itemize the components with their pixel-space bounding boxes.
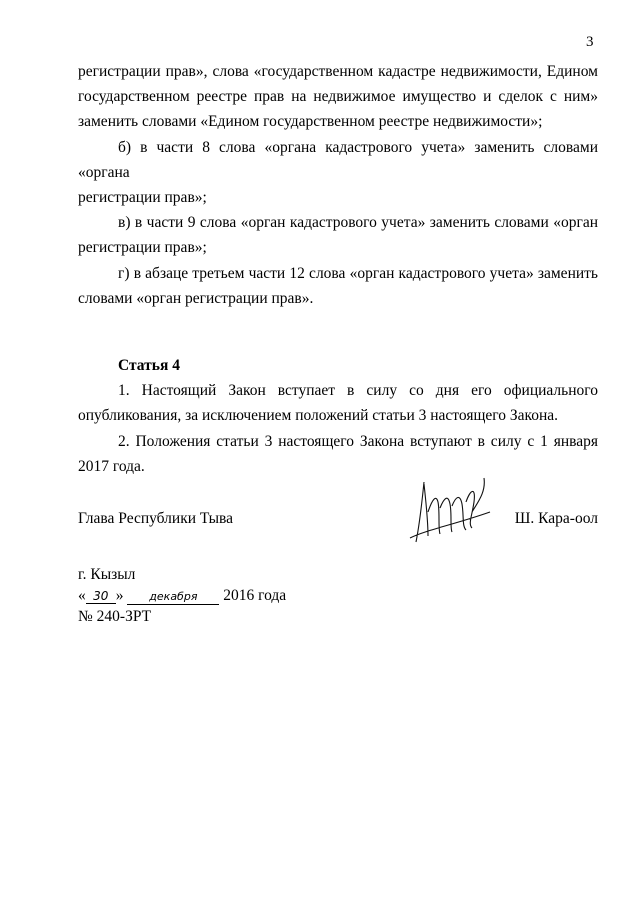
signatory-title: Глава Республики Тыва [78,510,234,527]
signatory-name: Ш. Кара-оол [514,510,598,527]
article-item-line: 2017 года. [78,457,145,475]
paragraph-line: в) в части 9 слова «орган кадастрового учета» заменить словами «орган [118,214,598,232]
paragraph-line: государственном реестре прав на недвижимое имущество и сделок с ним» [78,88,598,106]
paragraph-line: б) в части 8 слова «органа кадастрового учета» заменить словами «органа [78,138,598,181]
paragraph-line: регистрации прав»; [78,239,207,257]
article-heading: Статья 4 [118,357,180,375]
date-line [78,585,286,606]
date-year: 2016 года [223,587,287,604]
quote-open: « [78,587,86,604]
paragraph-line: словами «орган регистрации прав». [78,289,314,307]
signature-block [78,510,598,540]
place-date-block [78,564,286,627]
quote-close: » [115,587,124,604]
paragraph-line: регистрации прав»; [78,189,207,207]
page-number: 3 [586,34,594,50]
law-number: № 240-ЗРТ [78,608,152,625]
paragraph-line: заменить словами «Едином государственном реестре недвижимости»; [78,113,543,131]
paragraph-line: регистрации прав», слова «государственном кадастре недвижимости, Едином [78,63,598,80]
handwritten-signature [406,472,496,552]
date-month: декабря [127,590,219,605]
article-item-line: 2. Положения статьи 3 настоящего Закона вступают в силу с 1 января [118,432,598,450]
city: г. Кызыл [78,566,136,583]
paragraph-line: г) в абзаце третьем части 12 слова «орган кадастрового учета» заменить [118,264,598,282]
article-item-line: опубликования, за исключением положений статьи 3 настоящего Закона. [78,407,559,425]
article-item-line: 1. Настоящий Закон вступает в силу со дня его официального [118,382,598,400]
document-body [78,59,598,479]
date-day: 30 [86,589,116,604]
